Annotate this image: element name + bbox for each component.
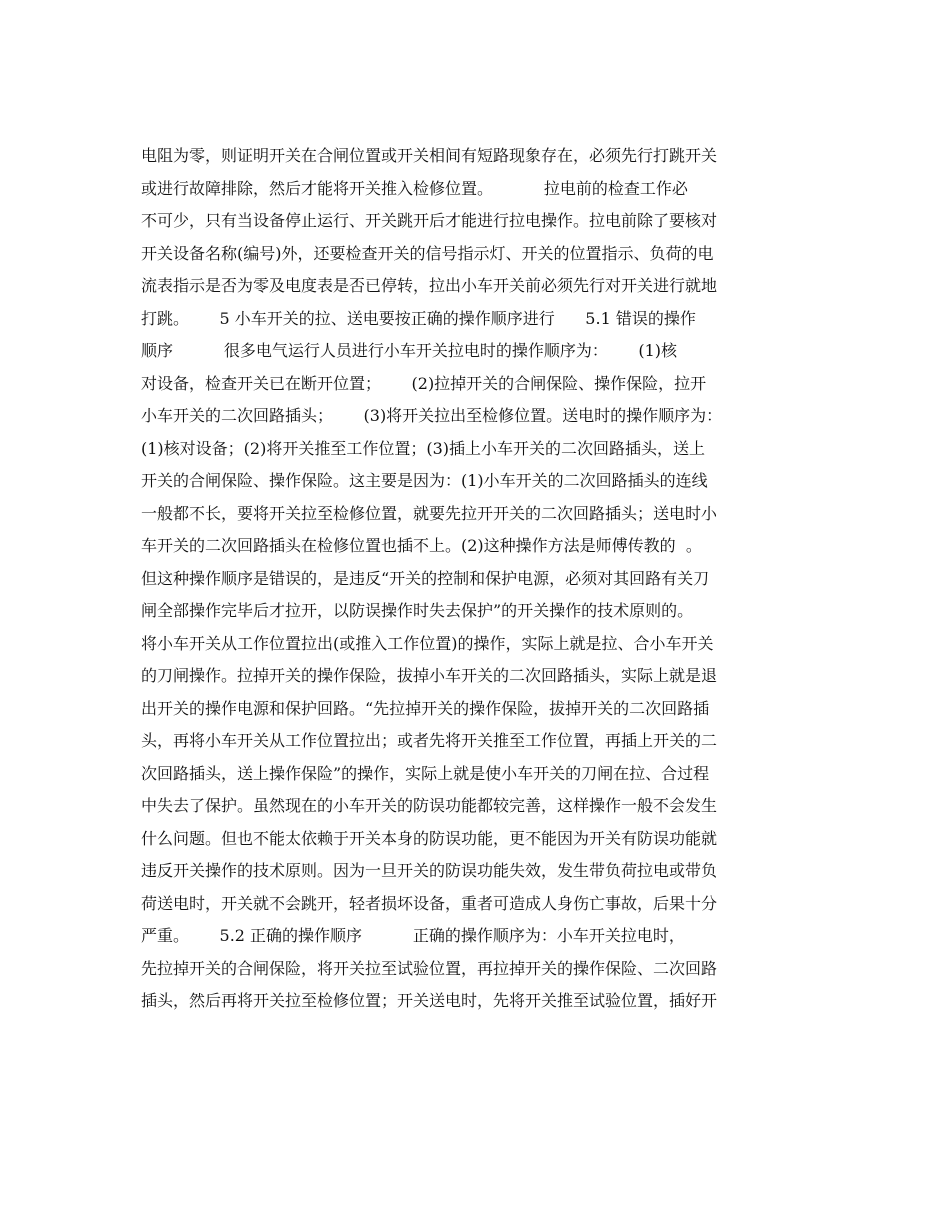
text-line: 什么问题。但也不能太依赖于开关本身的防误功能，更不能因为开关有防误功能就	[141, 828, 718, 848]
text-line: 荷送电时，开关就不会跳开，轻者损坏设备，重者可造成人身伤亡事故，后果十分	[141, 893, 718, 913]
text-line: 中失去了保护。虽然现在的小车开关的防误功能都较完善，这样操作一般不会发生	[141, 796, 718, 815]
text-line: 对设备，检查开关已在断开位置； (2)拉掉开关的合闸保险、操作保险，拉开	[141, 373, 707, 393]
text-line: 闸全部操作完毕后才拉开，以防误操作时失去保护”的开关操作的技术原则的。	[141, 601, 694, 620]
text-line: 或进行故障排除，然后才能将开关推入检修位置。 拉电前的检查工作必	[141, 178, 688, 198]
text-line: 电阻为零，则证明开关在合闸位置或开关相间有短路现象存在，必须先行打跳开关	[141, 146, 718, 165]
text-line: 流表指示是否为零及电度表是否已停转，拉出小车开关前必须先行对开关进行就地	[141, 276, 718, 295]
text-line: 顺序 很多电气运行人员进行小车开关拉电时的操作顺序为： (1)核	[141, 341, 678, 360]
text-line: 开关的合闸保险、操作保险。这主要是因为：(1)小车开关的二次回路插头的连线	[141, 471, 708, 490]
text-line: 打跳。 5 小车开关的拉、送电要按正确的操作顺序进行 5.1 错误的操作	[141, 308, 696, 328]
body-text	[141, 140, 841, 1018]
text-line: 一般都不长，要将开关拉至检修位置，就要先拉开开关的二次回路插头；送电时小	[141, 503, 718, 523]
text-line: 小车开关的二次回路插头； (3)将开关拉出至检修位置。送电时的操作顺序为：	[141, 406, 723, 425]
text-line: 严重。 5.2 正确的操作顺序 正确的操作顺序为：小车开关拉电时，	[141, 926, 685, 945]
text-line: 但这种操作顺序是错误的，是违反“开关的控制和保护电源，必须对其回路有关刀	[141, 568, 710, 588]
text-line: 开关设备名称(编号)外，还要检查开关的信号指示灯、开关的位置指示、负荷的电	[141, 243, 714, 263]
text-line: 不可少，只有当设备停止运行、开关跳开后才能进行拉电操作。拉电前除了要核对	[141, 211, 718, 230]
text-line: (1)核对设备；(2)将开关推至工作位置；(3)插上小车开关的二次回路插头，送上	[141, 438, 705, 458]
text-line: 插头，然后再将开关拉至检修位置；开关送电时，先将开关推至试验位置，插好开	[141, 991, 718, 1010]
text-line: 将小车开关从工作位置拉出(或推入工作位置)的操作，实际上就是拉、合小车开关	[141, 633, 714, 653]
text-line: 次回路插头，送上操作保险”的操作，实际上就是使小车开关的刀闸在拉、合过程	[141, 763, 710, 783]
text-line: 违反开关操作的技术原则。因为一旦开关的防误功能失效，发生带负荷拉电或带负	[141, 861, 718, 880]
text-line: 车开关的二次回路插头在检修位置也插不上。(2)这种操作方法是师傅传教的 。	[141, 536, 702, 555]
text-line: 先拉掉开关的合闸保险，将开关拉至试验位置，再拉掉开关的操作保险、二次回路	[141, 958, 718, 978]
text-line: 出开关的操作电源和保护回路。“先拉掉开关的操作保险，拔掉开关的二次回路插	[141, 698, 710, 718]
text-line: 的刀闸操作。拉掉开关的操作保险，拔掉小车开关的二次回路插头，实际上就是退	[141, 666, 718, 685]
text-line: 头，再将小车开关从工作位置拉出；或者先将开关推至工作位置，再插上开关的二	[141, 731, 718, 750]
